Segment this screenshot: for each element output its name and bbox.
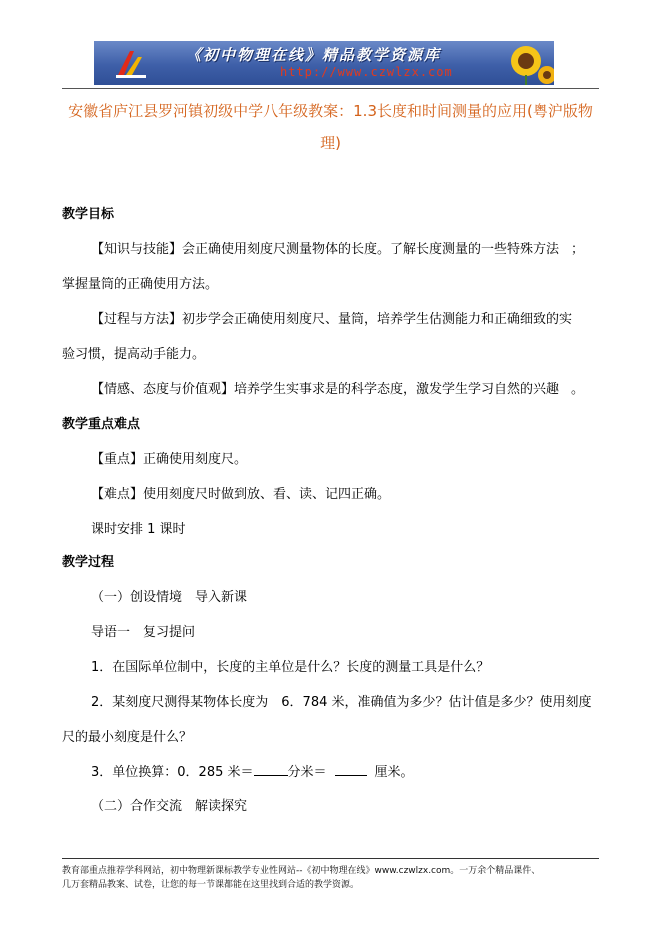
keypoints-heading: 教学重点难点 [62, 417, 141, 432]
objectives-heading: 教学目标 [62, 207, 115, 222]
answer-blank-2[interactable] [335, 763, 367, 776]
keypoint-focus: 【重点】正确使用刻度尺。 [91, 452, 248, 467]
sunflower-icon [492, 41, 554, 85]
question-1: 1．在国际单位制中，长度的主单位是什么？长度的测量工具是什么？ [91, 660, 490, 675]
objective-process: 【过程与方法】初步学会正确使用刻度尺、量筒，培养学生估测能力和正确细致的实 [91, 312, 573, 327]
process-heading: 教学过程 [62, 555, 115, 570]
header-divider [62, 88, 599, 89]
process-section-1: （一）创设情境 导入新课 [91, 590, 248, 605]
process-intro: 导语一 复习提问 [91, 625, 196, 640]
question-2-cont: 尺的最小刻度是什么？ [62, 730, 193, 745]
document-title: 安徽省庐江县罗河镇初级中学八年级教案：1.3长度和时间测量的应用(粤沪版物理) [68, 102, 593, 152]
banner-title: 《初中物理在线》精品教学资源库 [186, 46, 442, 64]
objective-emotion: 【情感、态度与价值观】培养学生实事求是的科学态度，激发学生学习自然的兴趣 。 [91, 382, 585, 397]
process-section-2: （二）合作交流 解读探究 [91, 799, 248, 814]
banner-url[interactable]: http://www.czwlzx.com [280, 65, 453, 79]
footer-divider [62, 858, 599, 859]
question-3: 3．单位换算：0．285 米＝ 分米＝ 厘米。 [91, 765, 414, 780]
header-banner [94, 41, 554, 85]
footer-line-1: 教育部重点推荐学科网站，初中物理新课标教学专业性网站--《初中物理在线》www.czwlzx.com。一万余个精品课件、 [62, 866, 541, 876]
logo-icon [112, 45, 152, 81]
objective-knowledge: 【知识与技能】会正确使用刻度尺测量物体的长度。了解长度测量的一些特殊方法 ； [91, 242, 585, 257]
footer-line-2: 几万套精品教案、试卷，让您的每一节课都能在这里找到合适的教学资源。 [62, 880, 360, 890]
objective-knowledge-cont: 掌握量筒的正确使用方法。 [62, 277, 219, 292]
keypoint-difficulty: 【难点】使用刻度尺时做到放、看、读、记四正确。 [91, 487, 391, 502]
schedule-text: 课时安排 1 课时 [91, 522, 186, 537]
answer-blank-1[interactable] [254, 763, 288, 776]
question-2: 2．某刻度尺测得某物体长度为 6．784 米，准确值为多少？估计值是多少？使用刻度 [91, 695, 592, 710]
objective-process-cont: 验习惯，提高动手能力。 [62, 347, 206, 362]
